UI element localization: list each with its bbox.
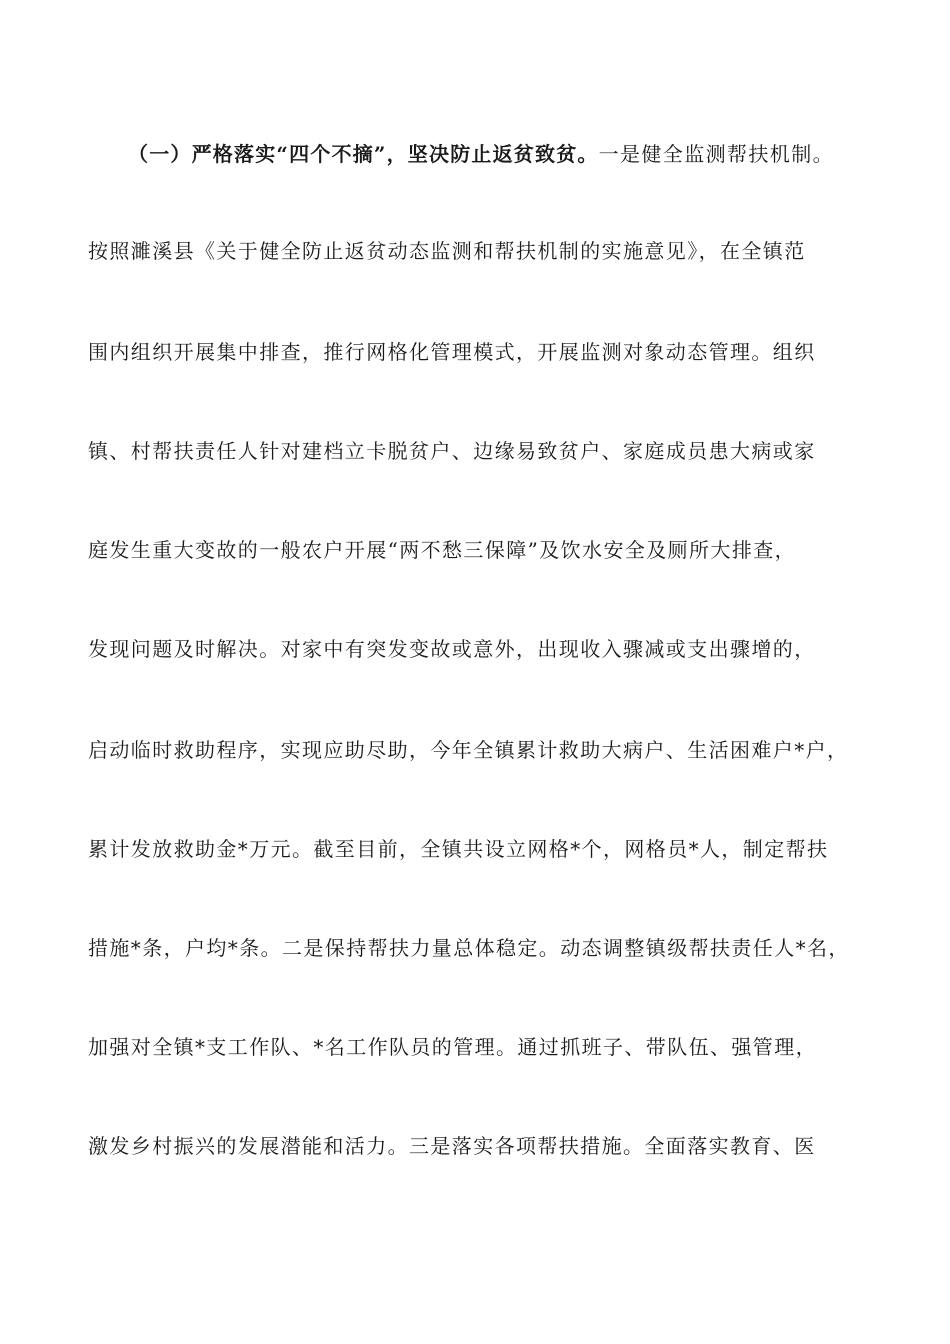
paragraph-line-11: 激发乡村振兴的发展潜能和活力。三是落实各项帮扶措施。全面落实教育、医 [88, 1134, 816, 1158]
paragraph-line-5: 庭发生重大变故的一般农户开展“两不愁三保障”及饮水安全及厕所大排查， [88, 538, 797, 562]
paragraph-line-3: 围内组织开展集中排查，推行网格化管理模式，开展监测对象动态管理。组织 [88, 340, 816, 364]
paragraph-line-2: 按照濉溪县《关于健全防止返贫动态监测和帮扶机制的实施意见》，在全镇范 [88, 239, 806, 263]
paragraph-line-6: 发现问题及时解决。对家中有突发变故或意外，出现收入骤减或支出骤增的， [88, 637, 816, 661]
section-heading: （一）严格落实“四个不摘”，坚决防止返贫致贫。 [128, 142, 599, 166]
paragraph-line-1 [128, 140, 928, 168]
paragraph-text: 一是健全监测帮扶机制。 [598, 142, 835, 166]
paragraph-line-8: 累计发放救助金*万元。截至目前，全镇共设立网格*个，网格员*人，制定帮扶 [88, 837, 829, 861]
paragraph-line-4: 镇、村帮扶责任人针对建档立卡脱贫户、边缘易致贫户、家庭成员患大病或家 [88, 439, 816, 463]
paragraph-line-7: 启动临时救助程序，实现应助尽助，今年全镇累计救助大病户、生活困难户*户， [88, 738, 849, 762]
paragraph-line-10: 加强对全镇*支工作队、*名工作队员的管理。通过抓班子、带队伍、强管理， [88, 1035, 817, 1059]
paragraph-line-9: 措施*条，户均*条。二是保持帮扶力量总体稳定。动态调整镇级帮扶责任人*名， [88, 936, 850, 960]
